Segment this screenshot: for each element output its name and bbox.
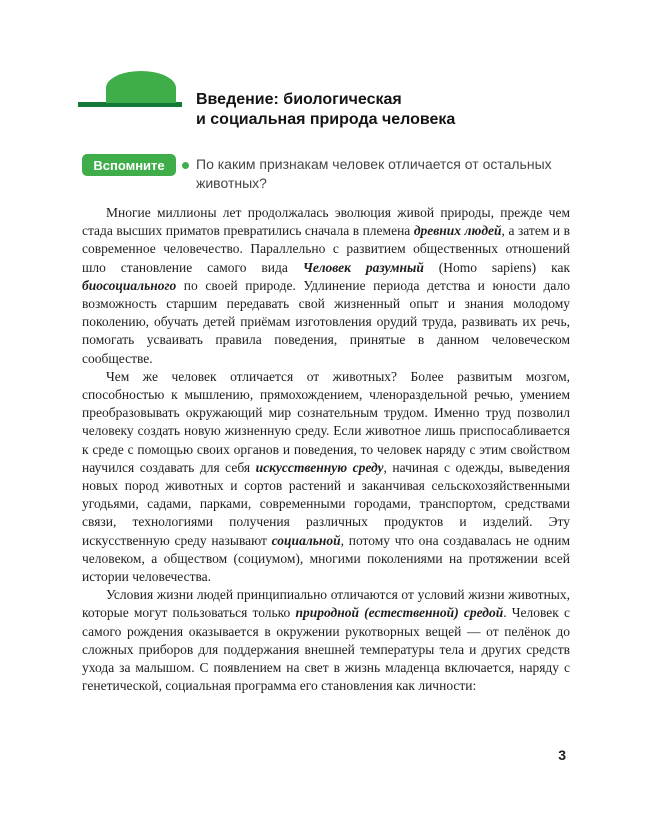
- recall-badge: Вспомните: [82, 154, 176, 176]
- body-text: [82, 204, 570, 695]
- chapter-logo: [78, 71, 182, 107]
- paragraph-1: Многие миллионы лет продолжалась эволюция живой природы, прежде чем стада высших приматов превратились сначала в племена древних людей, а затем и в современное человечество. Параллельно с развитием общественных отношений шло становление самого вида Человек разумный (Homo sapiens) как биосоциального по своей природе. Удлинение периода детства и юности дало возможность старшим передавать свой жизненный опыт и знания молодому поколению, обучать детей приёмам изготовления орудий труда, развивать их речь, помогать усваивать правила поведения, принятые в данном человеческом сообществе.: [82, 205, 571, 366]
- green-dome-icon: [106, 71, 176, 103]
- green-bullet-icon: [182, 162, 189, 169]
- recall-block: [82, 154, 570, 193]
- chapter-title: [196, 90, 580, 130]
- page-number: 3: [558, 747, 566, 763]
- chapter-title-line2: и социальная природа человека: [196, 111, 456, 128]
- paragraph-2: Чем же человек отличается от животных? Более развитым мозгом, способностью к мышлению, прямохождением, членораздельной речью, умением преобразовывать окружающий мир сознательным трудом. Именно труд позволил человеку создать новую жизненную среду. Если животное лишь приспосабливается к среде с помощью своих органов и поведения, то человек наряду с этим свойством научился создавать для себя искусственную среду, начиная с одежды, выведения новых пород животных и сортов растений и заканчивая сельскохозяйственными угодьями, садами, парками, современными городами, транспортом, средствами связи, технологиями получения различных продуктов и изделий. Эту искусственную среду называют социальной, потому что она создавалась не одним человеком, а обществом (социумом), многими поколениями на протяжении всей истории человечества.: [82, 368, 570, 585]
- paragraph-3: Условия жизни людей принципиально отличаются от условий жизни животных, которые могут пользоваться только природной (естественной) средой. Человек с самого рождения оказывается в окружении рукотворных вещей — от пелёнок до сложных приборов для поддержания внешней температуры тела и других средств ухода за малышом. С появлением на свет в жизнь младенца включается, наряду с генетической, социальная программа его становления как личности:: [82, 587, 570, 694]
- chapter-title-line1: Введение: биологическая: [196, 91, 402, 108]
- recall-question: По каким признакам человек отличается от остальных животных?: [196, 156, 552, 191]
